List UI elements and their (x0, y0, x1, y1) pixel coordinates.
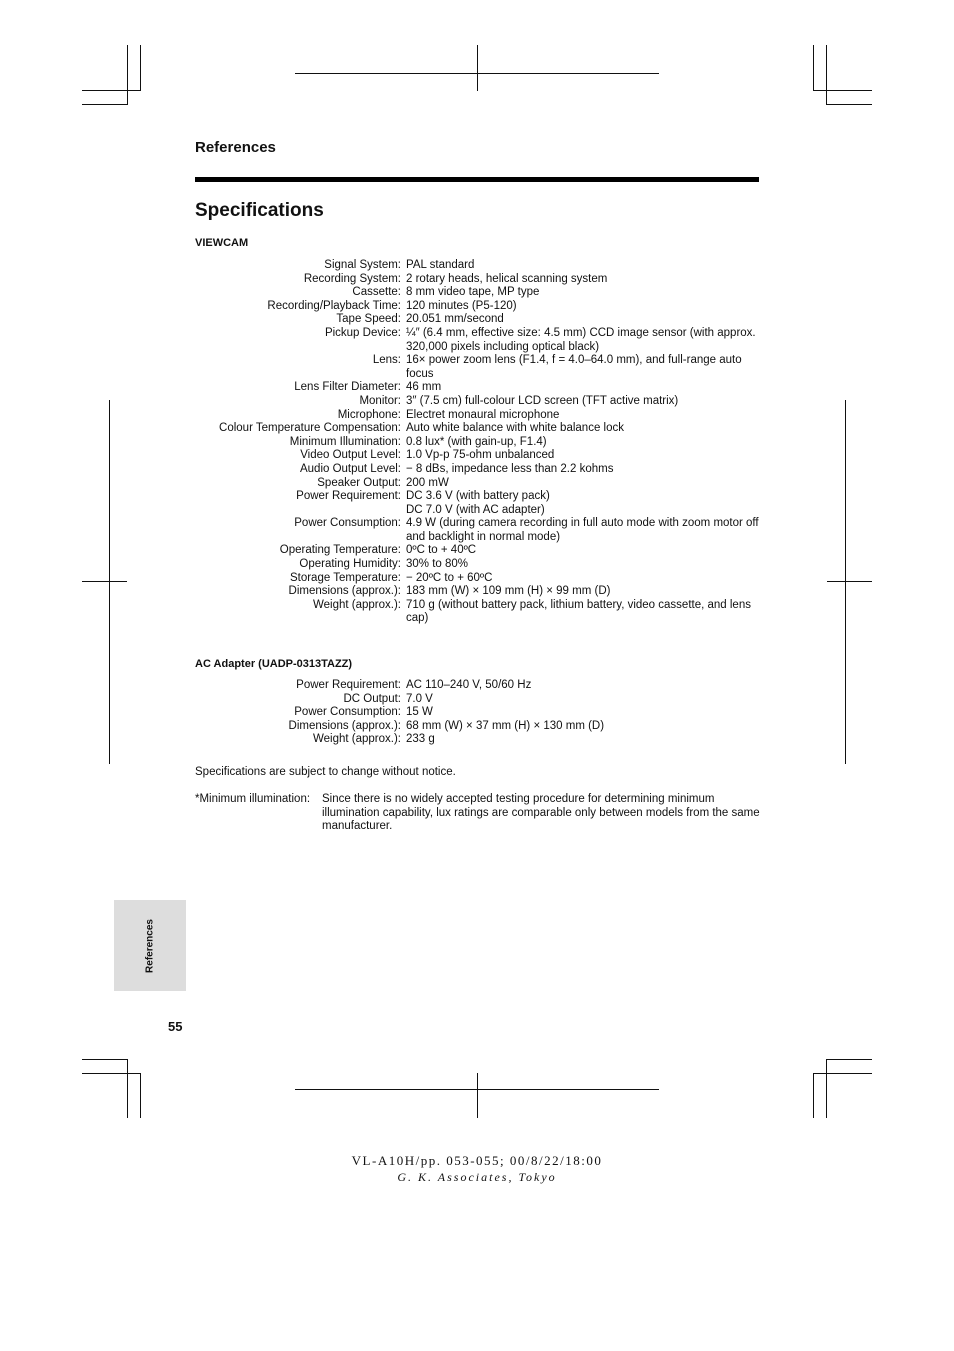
spec-label: DC Output: (343, 692, 401, 705)
spec-value: DC 3.6 V (with battery pack) (406, 490, 550, 503)
spec-label: Storage Temperature: (289, 571, 401, 584)
spec-label: Lens Filter Diameter: (294, 381, 401, 394)
ac-adapter-spec-table (195, 679, 760, 747)
spec-row (195, 693, 760, 707)
spec-row (195, 395, 760, 409)
spec-value: 4.9 W (during camera recording in full auto mode with zoom motor off and backlight in normal mode) (406, 517, 759, 543)
spec-label: Dimensions (approx.): (288, 585, 401, 598)
spec-label: Tape Speed: (336, 313, 401, 326)
spec-row (195, 733, 760, 747)
spec-value: 3″ (7.5 cm) full-colour LCD screen (TFT active matrix) (406, 394, 679, 407)
spec-value: Electret monaural microphone (406, 408, 560, 421)
spec-value: AC 110–240 V, 50/60 Hz (406, 679, 532, 691)
spec-label: Video Output Level: (300, 449, 401, 462)
spec-value: PAL standard (406, 259, 475, 271)
spec-label: Weight (approx.): (313, 733, 401, 746)
footnote-text: Since there is no widely accepted testing procedure for determining minimum illumination capability, lux ratings are comparable only between models from the same manufacturer. (322, 793, 760, 833)
spec-row (195, 354, 760, 381)
spec-value: 7.0 V (406, 692, 433, 705)
spec-label: Pickup Device: (324, 326, 401, 339)
spec-row (195, 409, 760, 423)
spec-label: Lens: (372, 354, 401, 367)
spec-row (195, 679, 760, 693)
spec-value: Auto white balance with white balance lock (406, 422, 624, 435)
spec-row (195, 558, 760, 572)
spec-label: Power Requirement: (296, 490, 401, 503)
spec-row (195, 706, 760, 720)
spec-label: Operating Humidity: (299, 558, 401, 571)
spec-row (195, 572, 760, 586)
spec-value: 0.8 lux* (with gain-up, F1.4) (406, 435, 547, 448)
print-credit-line: G. K. Associates, Tokyo (397, 1170, 557, 1184)
spec-value: 1.0 Vp-p 75-ohm unbalanced (406, 449, 555, 462)
spec-label: Microphone: (337, 408, 401, 421)
spec-row (195, 313, 760, 327)
spec-label: Power Consumption: (294, 517, 401, 530)
spec-row (195, 463, 760, 477)
viewcam-heading: VIEWCAM (195, 237, 249, 249)
spec-row (195, 585, 760, 599)
spec-value: 233 g (406, 733, 435, 746)
spec-row (195, 477, 760, 491)
spec-label: Power Consumption: (294, 706, 401, 719)
spec-row (195, 381, 760, 395)
spec-value: 200 mW (406, 476, 449, 489)
spec-value: 46 mm (406, 381, 442, 394)
spec-row (195, 327, 760, 354)
spec-value: − 8 dBs, impedance less than 2.2 kohms (406, 462, 614, 475)
footnote-label: *Minimum illumination: (195, 793, 311, 805)
ac-adapter-heading: AC Adapter (UADP-0313TAZZ) (195, 658, 353, 670)
spec-row (195, 286, 760, 300)
spec-row (195, 490, 760, 504)
spec-label: Operating Temperature: (279, 544, 401, 557)
section-heading: References (195, 139, 276, 156)
spec-label: Colour Temperature Compensation: (219, 422, 401, 435)
spec-label: Recording/Playback Time: (267, 299, 401, 312)
spec-label: Minimum Illumination: (289, 435, 401, 448)
spec-row (195, 449, 760, 463)
spec-value: ¼″ (6.4 mm, effective size: 4.5 mm) CCD image sensor (with approx. 320,000 pixels including optical black) (406, 326, 756, 353)
spec-row (195, 544, 760, 558)
spec-value: 0ºC to + 40ºC (406, 544, 477, 557)
spec-value: 710 g (without battery pack, lithium battery, video cassette, and lens cap) (406, 598, 751, 625)
side-tab-label: References (144, 918, 156, 973)
spec-value: − 20ºC to + 60ºC (406, 571, 493, 584)
spec-label: Power Requirement: (296, 679, 401, 691)
spec-row (195, 259, 760, 273)
spec-label: Cassette: (352, 286, 401, 299)
spec-row (195, 504, 760, 518)
spec-row (195, 436, 760, 450)
spec-label: Speaker Output: (317, 476, 401, 489)
footnote (195, 793, 760, 834)
change-notice: Specifications are subject to change without notice. (195, 766, 456, 778)
page-number: 55 (168, 1019, 183, 1034)
spec-label: Signal System: (324, 259, 401, 271)
spec-value: 2 rotary heads, helical scanning system (406, 272, 608, 285)
spec-label: Audio Output Level: (299, 462, 401, 475)
spec-value: 183 mm (W) × 109 mm (H) × 99 mm (D) (406, 585, 611, 598)
spec-label: Dimensions (approx.): (288, 719, 401, 732)
spec-row (195, 599, 760, 626)
viewcam-spec-table (195, 259, 760, 626)
spec-row (195, 273, 760, 287)
spec-label: Monitor: (359, 394, 401, 407)
heading-rule (195, 177, 759, 182)
spec-value: 16× power zoom lens (F1.4, f = 4.0–64.0 mm), and full-range auto focus (406, 354, 742, 380)
spec-value: DC 7.0 V (with AC adapter) (406, 503, 545, 516)
spec-label: Weight (approx.): (313, 598, 401, 611)
spec-value: 15 W (406, 706, 433, 719)
page-title: Specifications (195, 200, 324, 221)
spec-label: Recording System: (303, 272, 401, 285)
spec-label (195, 504, 406, 518)
spec-value: 120 minutes (P5-120) (406, 299, 517, 312)
spec-value: 8 mm video tape, MP type (406, 286, 540, 299)
spec-row (195, 517, 760, 544)
spec-value: 68 mm (W) × 37 mm (H) × 130 mm (D) (406, 719, 605, 732)
print-info-line: VL-A10H/pp. 053-055; 00/8/22/18:00 (351, 1153, 603, 1168)
spec-row (195, 720, 760, 734)
spec-row (195, 300, 760, 314)
spec-row (195, 422, 760, 436)
spec-value: 30% to 80% (406, 558, 469, 571)
side-tab (114, 900, 186, 991)
spec-value: 20.051 mm/second (406, 313, 504, 326)
